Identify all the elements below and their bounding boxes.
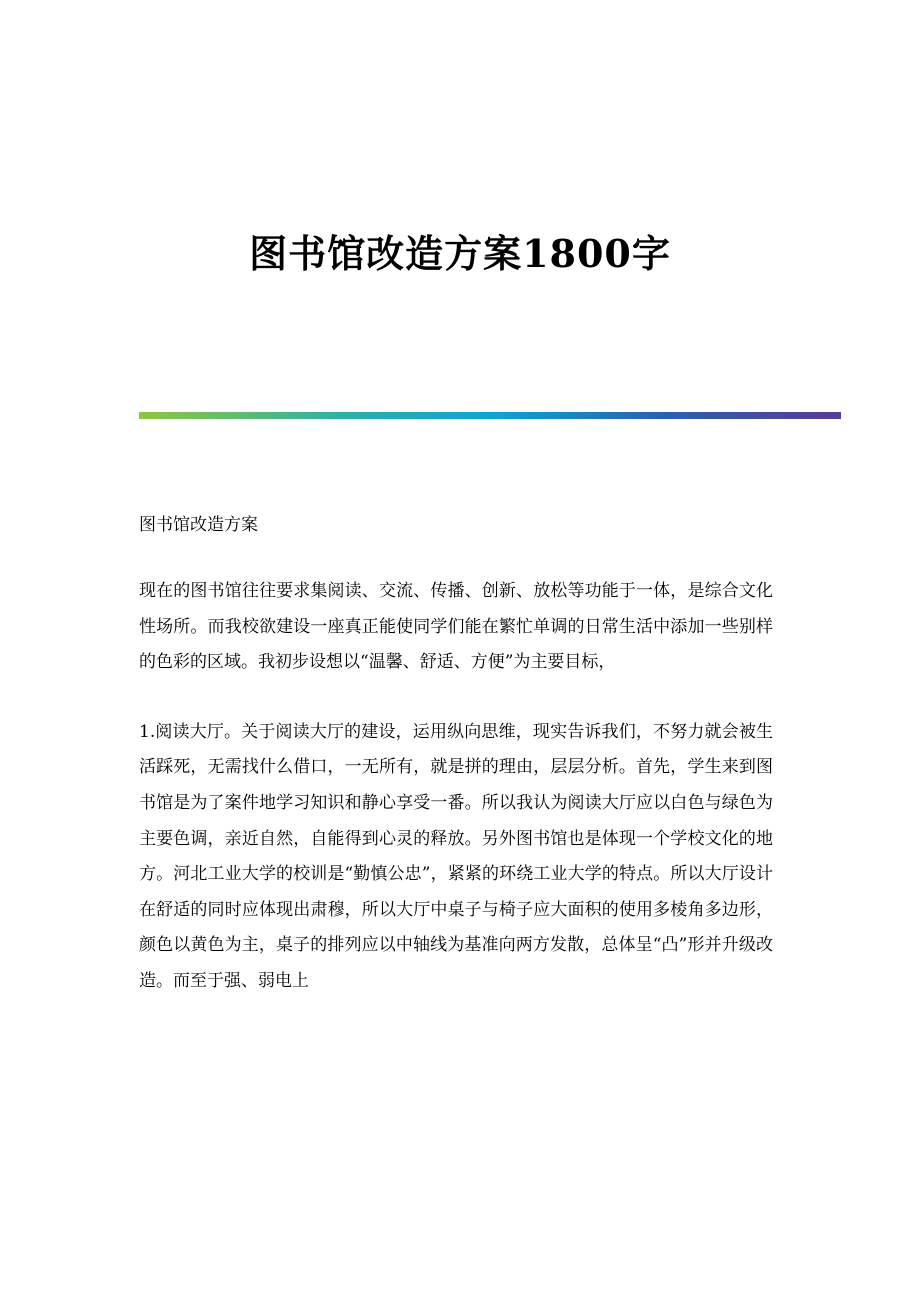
paragraph-reading-hall: 1.阅读大厅。关于阅读大厅的建设，运用纵向思维，现实告诉我们，不努力就会被生活踩死，无需找什么借口，一无所有，就是拼的理由，层层分析。首先，学生来到图书馆是为了案件地学习知识和静心享受一番。所以我认为阅读大厅应以白色与绿色为主要色调，亲近自然，自能得到心灵的释放。另外图书馆也是体现一个学校文化的地方。河北工业大学的校训是“勤慎公忠”，紧紧的环绕工业大学的特点。所以大厅设计在舒适的同时应体现出肃穆，所以大厅中桌子与椅子应大面积的使用多棱角多边形，颜色以黄色为主，桌子的排列应以中轴线为基准向两方发散，总体呈“凸”形并升级改造。而至于强、弱电上 <box>139 721 773 991</box>
paragraph-intro: 现在的图书馆往往要求集阅读、交流、传播、创新、放松等功能于一体，是综合文化性场所。而我校欲建设一座真正能使同学们能在繁忙单调的日常生活中添加一些别样的色彩的区域。我初步设想以“温馨、舒适、方便”为主要目标， <box>139 581 773 673</box>
section-heading: 图书馆改造方案 <box>139 515 258 535</box>
page-title: 图书馆改造方案1800字 <box>249 231 671 276</box>
title-divider <box>139 412 841 419</box>
document-body <box>139 510 773 1034</box>
